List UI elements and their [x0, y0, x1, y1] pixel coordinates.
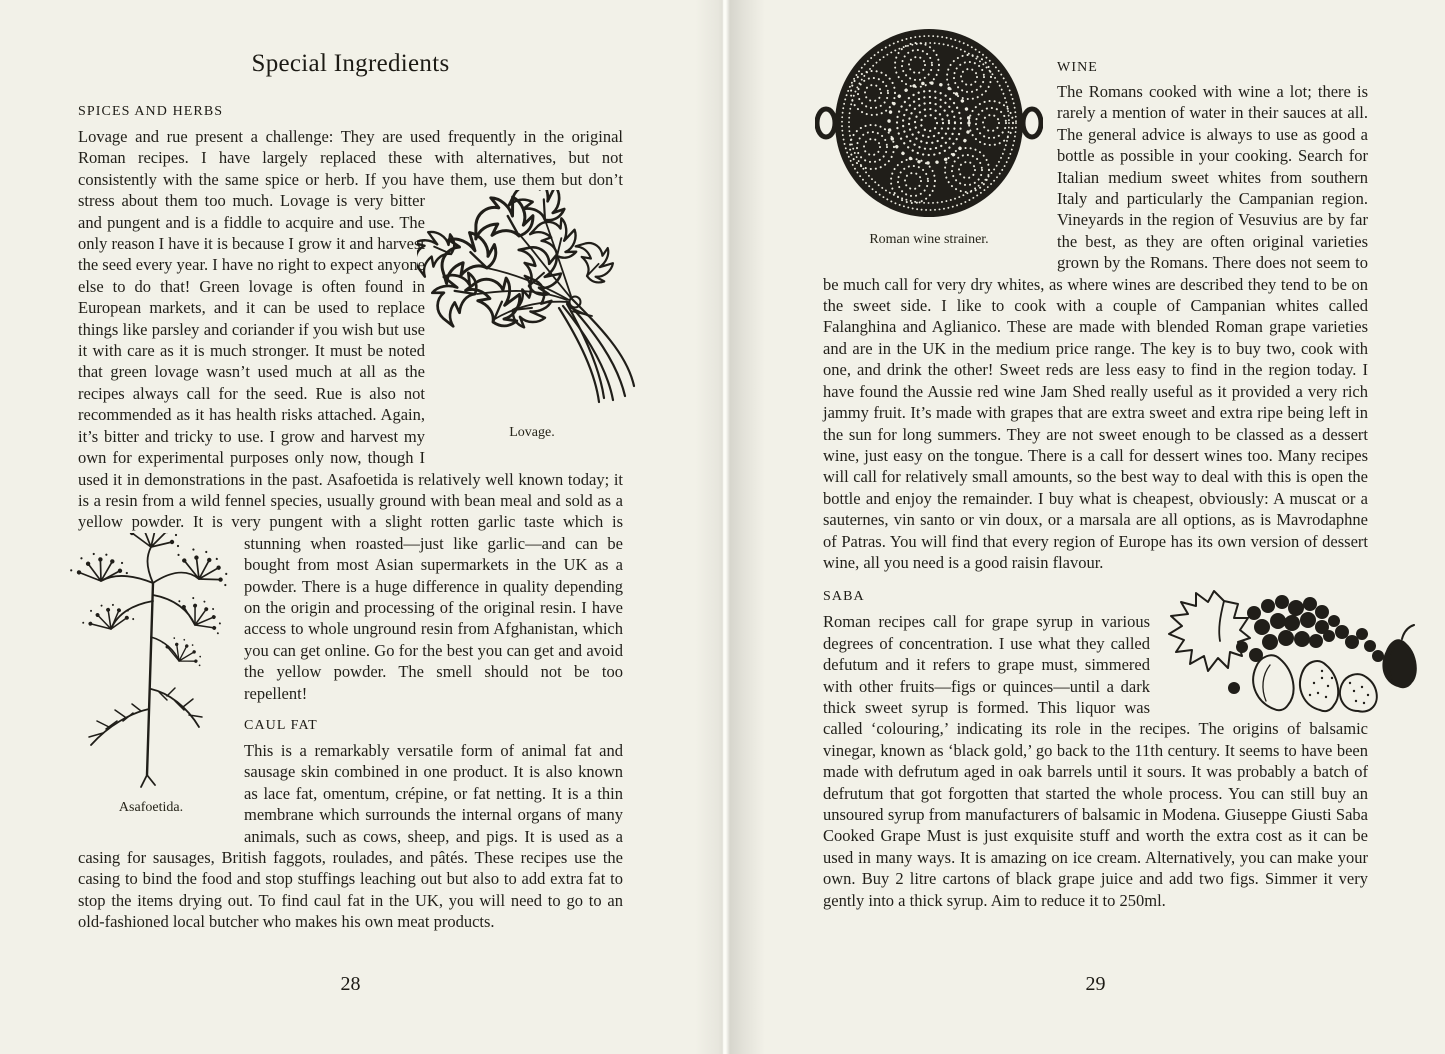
figs-and-grapes-illustration [1162, 583, 1428, 716]
asafoetida-figure [78, 533, 228, 845]
figs-figure [1162, 583, 1398, 716]
page-number-right: 29 [1085, 973, 1106, 995]
asafoetida-caption: Asafoetida. [118, 799, 184, 815]
saba-text: Roman recipes call for grape syrup in various degrees of concentration. I use what they called defutum and it refers to grape must, simmered with other fruits—figs or quinces—until a dark thick sweet syrup is formed. This liquor was called ‘colouring,’ indicating its role in the recipes. The origins of balsamic vinegar, known as ‘black gold,’ go back to the 11th century. It seems to have been made with defrutum aged in oak barrels until it sours. It was probably a batch of defrutum that got forgotten that started the whole process. You can still buy an unsoured syrup from manufacturers of balsamic in Modena. Giuseppe Giusti Saba Cooked Grape Must is just exquisite stuff and worth the extra cost as it can be used in many ways. It is amazing on ice cream. Alternatively, you can make your own. Buy 2 litre cartons of black grape juice and add two figs. Simmer it very gently into a thick syrup. Aim to reduce it to 250ml. [823, 612, 1368, 910]
caul-fat-heading: CAUL FAT [244, 717, 318, 733]
spices-and-herbs-heading: SPICES AND HERBS [78, 104, 224, 119]
lovage-figure [437, 190, 623, 452]
saba-heading: SABA [823, 589, 865, 605]
lovage-illustration [417, 190, 647, 418]
spices-text-part1: Lovage and rue present a challenge: They are used frequently in the original Roman recipes. I have largely replaced these with alternatives, but not consistently with the same spice or herb. If you have them, use them but don’t [78, 127, 623, 189]
wine-strainer-caption: Roman wine strainer. [869, 232, 989, 247]
lovage-caption: Lovage. [509, 425, 555, 441]
page-number-left: 28 [340, 973, 361, 995]
spices-text-part2: stress about them too much. Lovage is very bitter and pungent and is a fiddle to acquire and use. The only reason I have it is because I grow it and harvest the seed every year. I have no right to expect anyone else to do that! Green lovage is often found in European markets, and it can be used to replace things like parsley and coriander if you wish but use it with care as it is much stronger. It must be noted that green lovage wasn’t used much at all as the recipes always call for the seed. Rue is also not recommended as it has health risks attached. Again, it’s bitter and tricky to use. I grow and harvest my own for experimental purposes only now, though I used it in demonstrations in the past. Asafoetida is relatively well known today; it is a resin from a wild fennel species, usually ground with bean meal and sold as a yellow powder. It is very pungent with a slight rotten garlic taste which is stunning when roasted—just like garlic—and [78, 191, 623, 553]
asafoetida-illustration [65, 533, 237, 791]
page-title: Special Ingredients [251, 50, 450, 77]
wine-strainer-illustration [815, 25, 1043, 225]
wine-strainer-figure [823, 25, 1043, 271]
wine-heading: WINE [1057, 60, 1098, 75]
caul-fat-paragraph: This is a remarkably versatile form of animal fat and sausage skin combined in one product. It is also known as lace fat, omentum, crépine, or fat netting. It is a thin membrane which surrounds the internal organs of many animals, such as cows, sheep, and pigs. It is used as a casing for sausages, British faggots, roulades, and pâtés. These recipes use the casing to bind the food and stop stuffings leaching out but also to add extra fat to stop the items drying out. To find caul fat in the UK, you will need to go to an old-fashioned local butcher who makes his own meat products. [78, 740, 623, 932]
spices-text-part3: can be bought from most Asian supermarkets in the UK as a powder. There is a huge difference in quality depending on the origin and processing of the original resin. I have access to whole unground resin from Afghanistan, which you can get online. Go for the best you can get and avoid the yellow powder. The smell should not be too repellent! [244, 533, 623, 703]
page-right [723, 0, 1445, 1054]
wine-paragraph: The Romans cooked with wine a lot; there is rarely a mention of water in their sauces at all. The general advice is always to use as good a bottle as possible in your cooking. Search for Italian medium sweet whites from southern Italy and particularly the Campanian region. Vineyards in the region of Vesuvius are by far the best, as they are often original varieties grown by the Romans. There does not seem to be much call for very dry whites, as where wines are described they tend to be on the sweet side. I like to cook with a couple of Campanian whites called Falanghina and Aglianico. These are made with blended Roman grape varieties and are in the UK in the medium price range. The key is to buy two, cook with one, and drink the other! Sweet reds are less easy to find in the region today. I have found the Aussie red wine Jam Shed really useful as it provided a very rich jammy fruit. It’s made with grapes that are extra sweet and extra ripe being left in the sun for long summers. They are not sweet enough to be classed as a dessert wine, just easy on the tongue. There is a call for dessert wines too. Many recipes will call for relatively small amounts, so the best way to deal with this is open the bottle and enjoy the remainder. I buy what is cheapest, obviously: A muscat or a sauternes, vin santo or vin doux, or a marsala are all options, as is Mavrodaphne of Patras. You will find that every region of Europe has its own version of dessert wine, all you need is a good raisin flavour. [823, 82, 1368, 572]
saba-paragraph [823, 611, 1368, 911]
